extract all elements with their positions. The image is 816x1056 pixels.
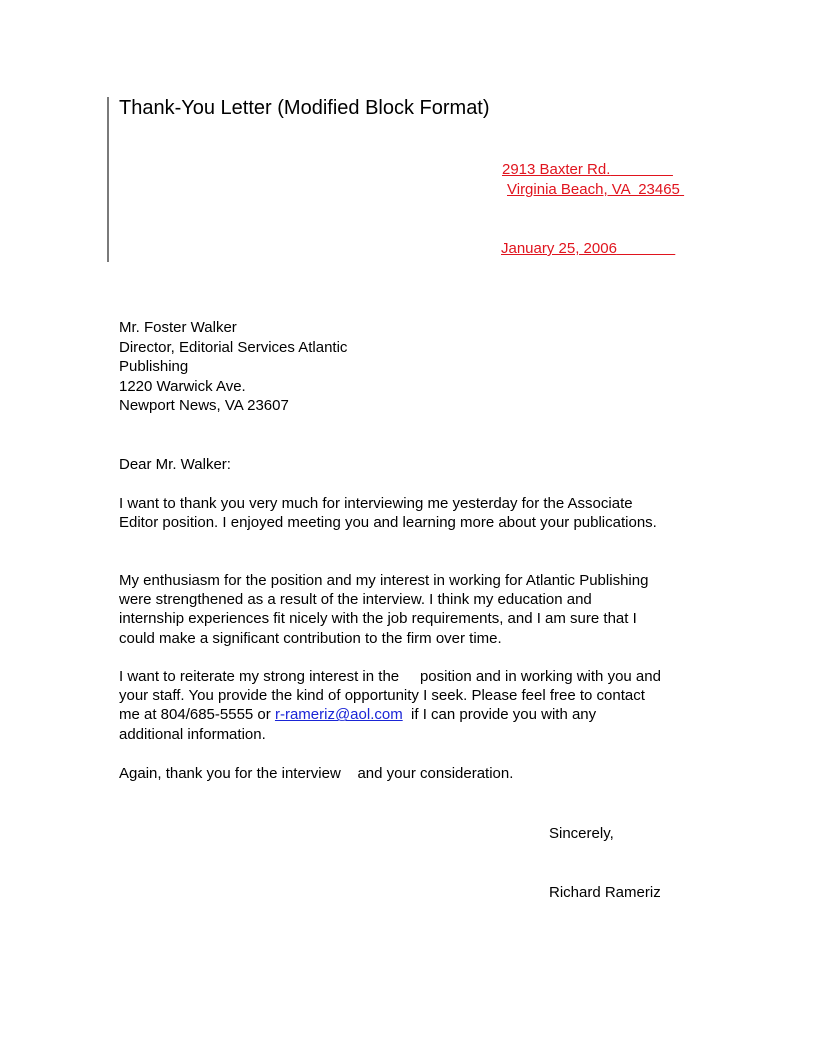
body-paragraph-4: Again, thank you for the interview and your consideration. (119, 765, 514, 782)
body-paragraph-1 (119, 494, 657, 532)
change-bar (107, 97, 109, 262)
paragraph-line: were strengthened as a result of the interview. I think my education and (119, 591, 592, 609)
recipient-city-state-zip: Newport News, VA 23607 (119, 397, 289, 414)
recipient-title: Director, Editorial Services Atlantic (119, 338, 348, 356)
body-paragraph-3 (119, 667, 661, 744)
paragraph-line: internship experiences fit nicely with the job requirements, and I am sure that I (119, 610, 637, 628)
closing: Sincerely, (549, 825, 614, 842)
body-paragraph-2 (119, 571, 648, 648)
email-link[interactable]: r-rameriz@aol.com (274, 706, 403, 724)
recipient-name: Mr. Foster Walker (119, 319, 237, 336)
recipient-street: 1220 Warwick Ave. (119, 377, 246, 395)
salutation: Dear Mr. Walker: (119, 456, 231, 473)
recipient-address (119, 318, 347, 416)
paragraph-line: your staff. You provide the kind of opportunity I seek. Please feel free to contact (119, 687, 645, 705)
paragraph-line: I want to thank you very much for interviewing me yesterday for the Associate (119, 495, 633, 512)
paragraph-line: My enthusiasm for the position and my interest in working for Atlantic Publishing (119, 572, 649, 589)
paragraph-line: could make a significant contribution to the firm over time. (119, 629, 502, 647)
contact-phone-text: me at 804/685-5555 or (119, 706, 275, 724)
recipient-company: Publishing (119, 358, 189, 375)
paragraph-line: Editor position. I enjoyed meeting you and learning more about your publications. (119, 514, 657, 532)
paragraph-line: additional information. (119, 725, 266, 743)
sender-city-state-zip: Virginia Beach, VA 23465 (507, 181, 680, 198)
sender-street: 2913 Baxter Rd. (502, 161, 611, 178)
signature-name: Richard Rameriz (549, 884, 661, 901)
paragraph-line (119, 705, 661, 724)
paragraph-text: if I can provide you with any (402, 706, 597, 724)
page-title: Thank-You Letter (Modified Block Format) (119, 97, 490, 119)
paragraph-line: I want to reiterate my strong interest in the position and in working with you and (119, 668, 661, 685)
letter-date: January 25, 2006 (501, 240, 617, 257)
